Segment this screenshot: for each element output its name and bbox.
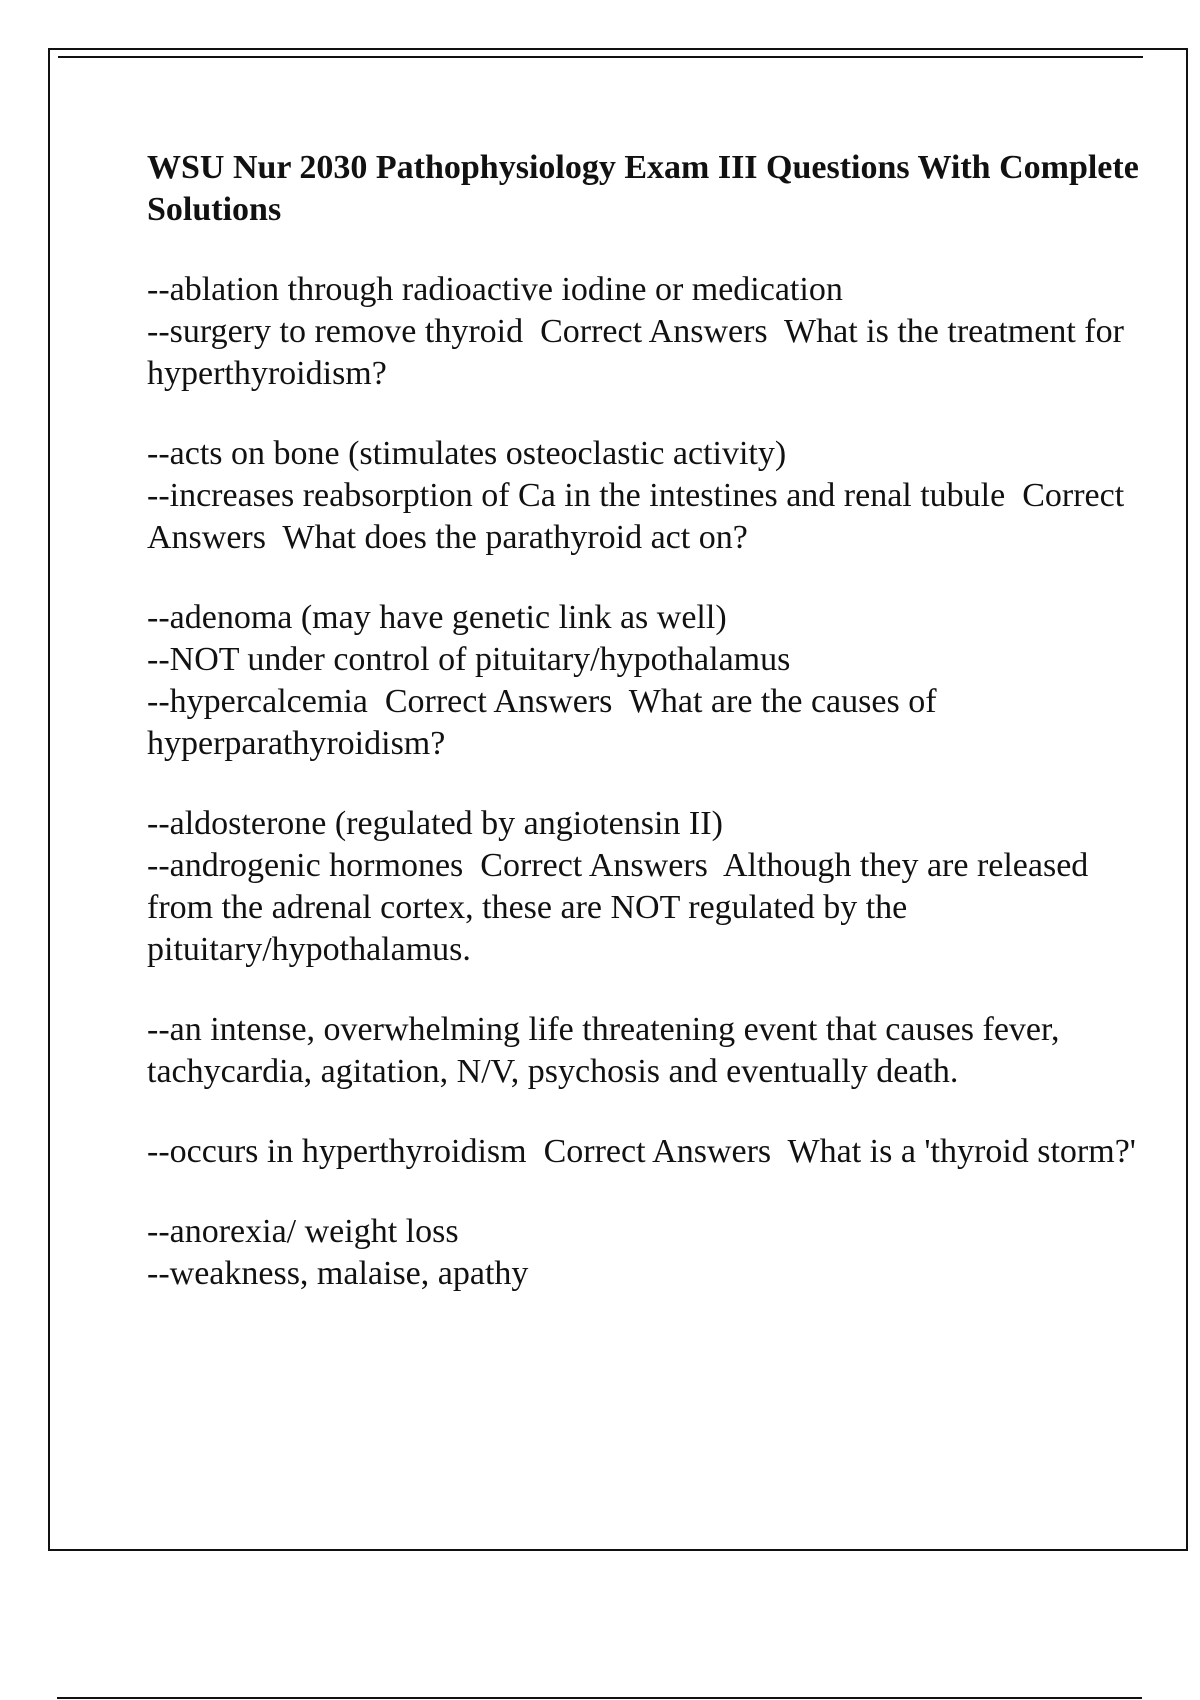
- qa-block-thyroid-storm-description: --an intense, overwhelming life threatening event that causes fever, tachycardia, agitation, N/V, psychosis and eventually death.: [147, 1011, 1068, 1090]
- document-content: [147, 147, 1147, 1333]
- qa-block-hyperparathyroidism-causes: --adenoma (may have genetic link as well) --NOT under control of pituitary/hypothalamus --hypercalcemia Correct Answers What are the causes of hyperparathyroidism?: [147, 599, 937, 762]
- top-rule: [58, 56, 1143, 58]
- qa-block-thyroid-storm-question: --occurs in hyperthyroidism Correct Answers What is a 'thyroid storm?': [147, 1133, 1136, 1170]
- qa-block-adrenal-cortex: --aldosterone (regulated by angiotensin II) --androgenic hormones Correct Answers Although they are released from the adrenal cortex, these are NOT regulated by the pituitary/hypothalamus.: [147, 805, 1089, 968]
- qa-block-parathyroid-action: --acts on bone (stimulates osteoclastic activity) --increases reabsorption of Ca in the intestines and renal tubule Correct Answers What does the parathyroid act on?: [147, 435, 1125, 556]
- qa-block-hyperthyroidism-treatment: --ablation through radioactive iodine or medication --surgery to remove thyroid Correct Answers What is the treatment for hyperthyroidism?: [147, 271, 1124, 392]
- document-title: WSU Nur 2030 Pathophysiology Exam III Questions With Complete Solutions: [147, 149, 1139, 228]
- bottom-rule: [57, 1697, 1142, 1699]
- page-frame: [48, 48, 1188, 1551]
- qa-block-symptoms: --anorexia/ weight loss --weakness, malaise, apathy: [147, 1213, 529, 1292]
